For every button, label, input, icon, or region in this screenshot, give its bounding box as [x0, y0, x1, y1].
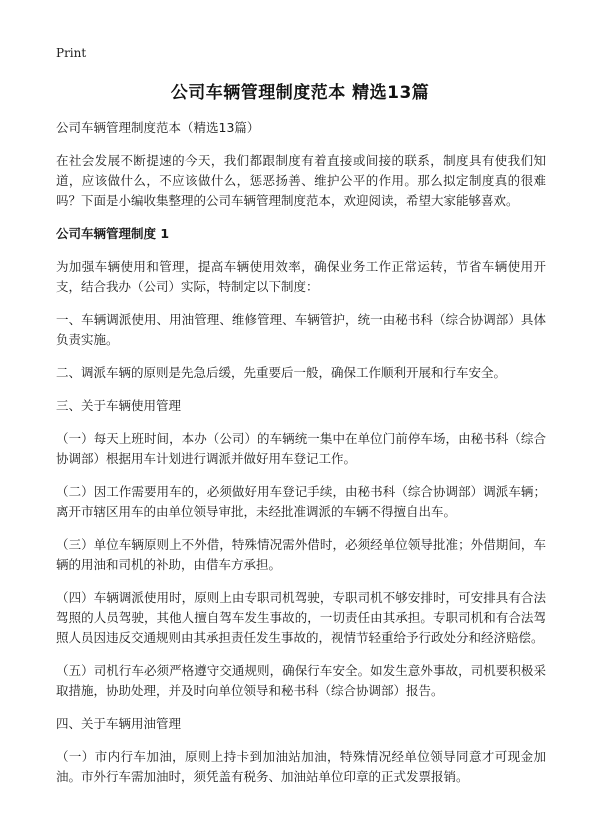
document-body [56, 118, 546, 800]
paragraph: （一）市内行车加油，原则上持卡到加油站加油，特殊情况经单位领导同意才可现金加油。市外行车需加油时，须凭盖有税务、加油站单位印章的正式发票报销。 [56, 749, 546, 784]
paragraph: 为加强车辆使用和管理，提高车辆使用效率，确保业务工作正常运转，节省车辆使用开支，结合我办（公司）实际，特制定以下制度： [56, 259, 546, 294]
page-title: 公司车辆管理制度范本 精选13篇 [170, 83, 430, 103]
paragraph: 三、关于车辆使用管理 [56, 398, 182, 413]
section-heading: 公司车辆管理制度 1 [56, 226, 170, 241]
paragraph: （四）车辆调派使用时，原则上由专职司机驾驶，专职司机不够安排时，可安排具有合法驾照的人员驾驶，其他人擅自驾车发生事故的，一切责任由其承担。专职司机和有合法驾照人员因违反交通规则由其承担责任发生事故的，视情节轻重给予行政处分和经济赔偿。 [56, 590, 546, 645]
paragraph: 一、车辆调派使用、用油管理、维修管理、车辆管护，统一由秘书科（综合协调部）具体负责实施。 [56, 312, 546, 347]
paragraph: 四、关于车辆用油管理 [56, 716, 182, 731]
paragraph: （一）每天上班时间，本办（公司）的车辆统一集中在单位门前停车场，由秘书科（综合协调部）根据用车计划进行调派并做好用车登记工作。 [56, 431, 546, 466]
paragraph: 二、调派车辆的原则是先急后缓，先重要后一般，确保工作顺利开展和行车安全。 [56, 365, 507, 380]
paragraph: （三）单位车辆原则上不外借，特殊情况需外借时，必须经单位领导批准；外借期间，车辆的用油和司机的补助，由借车方承担。 [56, 537, 546, 572]
intro-paragraph: 在社会发展不断提速的今天，我们都跟制度有着直接或间接的联系，制度具有使我们知道，应该做什么，不应该做什么，惩恶扬善、维护公平的作用。那么拟定制度真的很难吗？下面是小编收集整理的公司车辆管理制度范本，欢迎阅读，希望大家能够喜欢。 [56, 153, 546, 208]
print-link[interactable]: Print [56, 46, 87, 60]
paragraph: （二）因工作需要用车的，必须做好用车登记手续，由秘书科（综合协调部）调派车辆；离开市辖区用车的由单位领导审批，未经批准调派的车辆不得擅自出车。 [56, 484, 546, 519]
paragraph: （五）司机行车必须严格遵守交通规则，确保行车安全。如发生意外事故，司机要积极采取措施，协助处理，并及时向单位领导和秘书科（综合协调部）报告。 [56, 663, 546, 698]
document-subtitle: 公司车辆管理制度范本（精选13篇） [56, 120, 260, 135]
